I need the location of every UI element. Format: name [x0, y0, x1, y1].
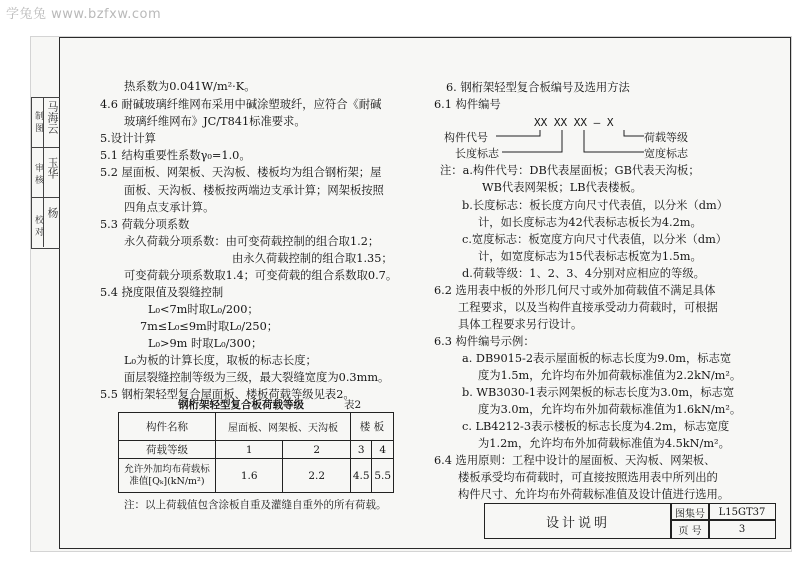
title-block-page-value: 3: [708, 519, 776, 539]
left-line: 5.2 屋面板、网架板、天沟板、楼板均为组合钢桁架；屋: [100, 166, 382, 179]
table-header-group2: 楼 板: [350, 413, 393, 441]
right-line: 6.2 选用表中板的外形几何尺寸或外加荷载值不满足具体: [434, 284, 716, 297]
right-line: d.荷载等级：1、2、3、4分别对应相应的等级。: [462, 267, 705, 280]
left-line: 可变荷载分项系数取1.4；可变荷载的组合系数取0.7。: [124, 269, 398, 282]
left-line: 5.4 挠度限值及裂缝控制: [100, 286, 224, 299]
title-block-page-label: 页 号: [670, 519, 710, 539]
right-line: 计，如长度标志为42代表标志板长为4.2m。: [478, 216, 702, 229]
right-line: 楼板承受均布荷载时，可直接按照选用表中所列出的: [458, 471, 718, 484]
table-cell-value: 4.5: [350, 459, 372, 493]
left-line: L₀>9m 时取L₀/300；: [148, 337, 263, 350]
load-grade-table: [118, 412, 394, 493]
signature-1: 杨: [46, 207, 59, 218]
label-component-code: 构件代号: [444, 131, 488, 144]
table2-number: 表2: [344, 399, 362, 411]
right-line: 计，如宽度标志为15代表标志板宽为1.5m。: [478, 250, 702, 263]
left-line: 由永久荷载控制的组合取1.35；: [232, 252, 393, 265]
table-cell-value: 1.6: [216, 459, 283, 493]
left-line: 4.6 耐碱玻璃纤维网布采用中碱涂塑玻纤，应符合《耐碱: [100, 98, 382, 111]
right-line: 具体工程要求另行设计。: [458, 318, 583, 331]
right-line: 6.4 选用原则：工程中设计的屋面板、天沟板、网架板、: [434, 454, 716, 467]
table-cell-value: 5.5: [372, 459, 394, 493]
table2-note: 注：以上荷载值包含涂板自重及灌缝自重外的所有荷载。: [124, 499, 387, 511]
left-line: L₀<7m时取L₀/200；: [148, 303, 259, 316]
right-line: 构件尺寸、允许均布外荷载标准值及设计值进行选用。: [458, 488, 730, 501]
table2-caption: 钢桁架轻型复合板荷载等级: [178, 399, 304, 411]
strip-label-review: 审 核: [33, 163, 43, 184]
right-line: 注：a.构件代号：DB代表屋面板；GB代表天沟板；: [440, 164, 700, 177]
left-line: 四角点支承计算。: [124, 201, 215, 214]
right-line: a. DB9015-2表示屋面板的标志长度为9.0m，标志宽: [462, 352, 732, 365]
label-load-grade: 荷载等级: [644, 131, 688, 144]
right-line: WB代表网架板；LB代表楼板。: [482, 181, 642, 194]
left-line: 面层裂缝控制等级为三级，最大裂缝宽度为0.3mm。: [124, 371, 390, 384]
code-pattern: XX XX XX — X: [534, 116, 614, 129]
left-line: 玻璃纤维网布》JC/T841标准要求。: [124, 115, 306, 128]
left-line: 5.设计计算: [100, 132, 156, 145]
right-line: 度为3.0m，允许均布外加荷载标准值为1.6kN/m²。: [478, 403, 742, 416]
left-line: 面板、天沟板、楼板按两端边支承计算；网架板按照: [124, 184, 384, 197]
strip-label-draw: 制 图: [33, 111, 43, 132]
left-line: 热系数为0.041W/m²·K。: [124, 80, 256, 93]
title-block-atlas-value: L15GT37: [708, 503, 776, 521]
table-cell-value: 2.2: [283, 459, 350, 493]
signature-3: 马海云: [46, 101, 59, 134]
left-line: 7m≤L₀≤9m时取L₀/250；: [140, 320, 279, 333]
table-cell-level: 4: [372, 441, 394, 459]
left-line: 5.1 结构重要性系数γ₀=1.0。: [100, 149, 251, 162]
right-line: 为1.2m，允许均布外加荷载标准值为4.5kN/m²。: [478, 437, 730, 450]
signature-strip: [31, 97, 59, 247]
signature-2: 玉华: [46, 157, 59, 179]
right-line: c. LB4212-3表示楼板的标志长度为4.2m，标志宽度: [462, 420, 730, 433]
table-header-group1: 屋面板、网架板、天沟板: [216, 413, 351, 441]
right-line: 6.3 构件编号示例：: [434, 335, 535, 348]
table-cell-level: 1: [216, 441, 283, 459]
right-line: 度为1.5m，允许均布外加荷载标准值为2.2kN/m²。: [478, 369, 742, 382]
label-length-mark: 长度标志: [455, 147, 499, 160]
left-line: 5.3 荷载分项系数: [100, 218, 190, 231]
right-line: b. WB3030-1表示网架板的标志长度为3.0m，标志宽: [462, 386, 735, 399]
table-row-label-load: 允许外加均布荷载标准值[Qₖ](kN/m²): [119, 459, 216, 493]
title-block-atlas-label: 图集号: [670, 503, 710, 521]
table-row-label-grade: 荷载等级: [119, 441, 216, 459]
title-block-title: 设计说明: [484, 503, 672, 539]
right-line: b.长度标志：板长度方向尺寸代表值，以分米（dm）: [462, 199, 729, 212]
label-width-mark: 宽度标志: [644, 147, 688, 160]
table-header-component: 构件名称: [119, 413, 216, 441]
strip-label-check: 校 对: [33, 215, 43, 236]
table-cell-level: 2: [283, 441, 350, 459]
left-line: 5.5 钢桁架轻型复合屋面板、楼板荷载等级见表2。: [100, 388, 355, 401]
section-6-heading: 6. 钢桁架轻型复合板编号及选用方法: [446, 81, 630, 94]
title-block: [484, 503, 786, 539]
left-line: L₀为板的计算长度，取板的标志长度；: [124, 354, 317, 367]
left-line: 永久荷载分项系数：由可变荷载控制的组合取1.2；: [124, 235, 380, 248]
watermark-text: 学兔兔 www.bzfxw.com: [6, 7, 162, 22]
right-line: 工程要求，以及当构件直接承受动力荷载时，可根据: [458, 301, 718, 314]
right-line: c.宽度标志：板宽度方向尺寸代表值，以分米（dm）: [462, 233, 728, 246]
section-61-heading: 6.1 构件编号: [434, 98, 501, 111]
table-cell-level: 3: [350, 441, 372, 459]
